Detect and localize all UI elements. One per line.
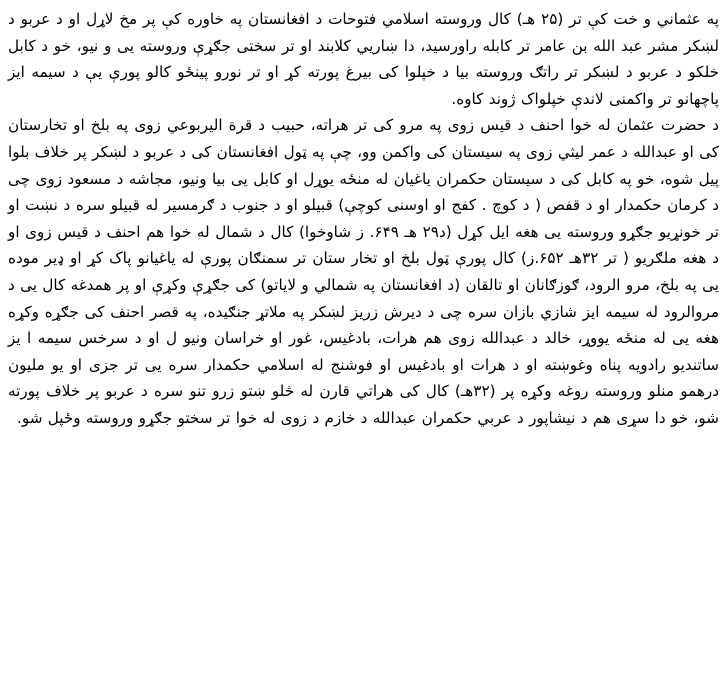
paragraph-2: د حضرت عثمان له خوا احنف د قیس زوی په مرو کی تر هراته، حبیب د قرة الیربوعي زوی په بلخ او تخارستان کی او عبدالله د عمر لیثي زوی په سیستان کی واکمن وو، چې په ټول افغانستان کی د عربو د لښکر پر خلاف بلوا پیل شوه، خو په کابل کی د سیستان حکمران یاغیان له منځه یوړل او کابل یی بیا ونیو، مجاشه د مسعود زوی چی د کرمان حکمدار او د قفص ( د کوچ . کفج او اوسنی کوچې) قبیلو او د جنوب د ګرمسیر له قبیلو سره د نښت او تر خونړیو جګړو وروسته یی هغه ایل کړل (د۲۹ هـ ۶۴۹. ز شاوخوا) کال د شمال له خوا هم احنف د قیس زوی او د هغه ملګریو ( تر ۳۲هـ ۶۵۲.ز) کال پورې ټول بلخ او تخار ستان تر سمنګان پورې له یاغیانو پاک کړ او ډیر موده یی په بلخ، مرو الرود، ګوزګانان او تالقان (د افغانستان په شمالي و لایاتو) کی جګړې وکړې او پر همدغه کال یی د مروالرود له سیمه ایز شازي بازان سره چی د دیرش زریز لښکر په ملاتړ جنګیده، په قصر احنف کی جګړه وکړه هغه یی له منځه یووړ، خالد د عبدالله زوی هم هرات، بادغیس، غور او خراسان ونیو ل او د سرخس سیمه ا یز ساتندیو رادویه پناه وغوښته او د هرات او بادغیس او فوشنج له اسلامي حکمدار سره یی تر جزی او یو ملیون درهمو منلو وروسته روغه وکړه پر (۳۲هـ) کال کی هراتي قارن له څلو ښتو زرو تنو سره د عربو پر خلاف پورته شو، خو دا سړی هم د نیشاپور د عربي حکمران عبدالله د خازم د زوی له خوا تر سختو جګړو وروسته وځپل شو.: [8, 116, 720, 427]
paragraph-1: په عثماني و خت کې تر (۲۵ هـ) کال وروسته اسلامي فتوحات د افغانستان په خاوره کې پر مخ لاړل او د عربو د لښکر مشر عبد الله بن عامر تر کابله راورسید، دا ښاريي کلابند او تر سختی جګړې وروسته یی و نیو، خو د کابل خلکو د عربو د لښکر تر راتګ وروسته بیا د خپلوا کی بیرغ پورته کړ او تر نورو پینځو کالو پورې یې د سیمه ایز پاچهانو تر واکمنی لاندې خپلواک ژوند کاوه.: [8, 10, 719, 108]
